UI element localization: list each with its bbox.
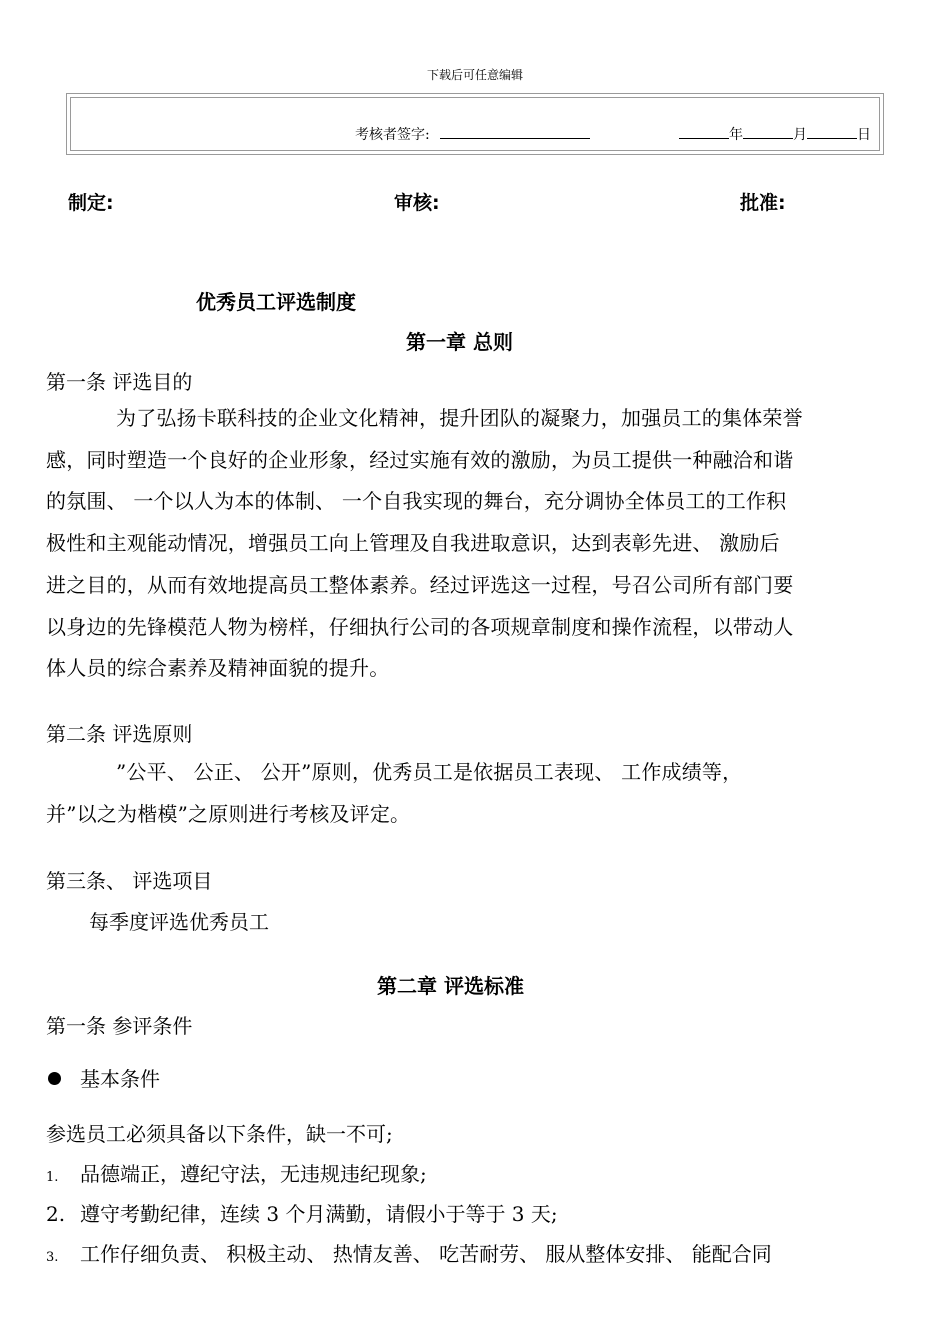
signature-line — [440, 124, 590, 139]
paragraph-line: 并”以之为楷模”之原则进行考核及评定。 — [46, 801, 411, 826]
reviewed-by-label: 审核: — [394, 192, 440, 214]
condition-number: 1. — [46, 1170, 59, 1185]
condition-text: 工作仔细负责、 积极主动、 热情友善、 吃苦耐劳、 服从整体安排、 能配合同 — [80, 1242, 772, 1266]
paragraph-line: 的氛围、 一个以人为本的体制、 一个自我实现的舞台，充分调协全体员工的工作积 — [46, 489, 787, 514]
header-note: 下载后可任意编辑 — [426, 68, 523, 82]
paragraph-line: 进之目的，从而有效地提高员工整体素养。经过评选这一过程，号召公司所有部门要 — [46, 572, 794, 597]
condition-item — [46, 1198, 558, 1227]
date-day-label: 日 — [857, 127, 871, 143]
approved-by-label: 批准: — [740, 192, 786, 214]
paragraph-line: 感，同时塑造一个良好的企业形象，经过实施有效的激励，为员工提供一种融洽和谐 — [46, 447, 794, 472]
article-2-body — [46, 752, 904, 835]
paragraph-line: 以身边的先锋模范人物为榜样，仔细执行公司的各项规章制度和操作流程，以带动人 — [46, 614, 794, 639]
made-by-label: 制定: — [68, 192, 114, 214]
article-3-body: 每季度评选优秀员工 — [89, 910, 269, 934]
article-3-title: 第三条、 评选项目 — [46, 869, 213, 893]
condition-item — [46, 1158, 427, 1187]
condition-text: 品德端正，遵纪守法，无违规违纪现象; — [80, 1162, 427, 1186]
conditions-intro: 参选员工必须具备以下条件，缺一不可; — [46, 1122, 393, 1146]
date-month-label: 月 — [793, 127, 807, 143]
chapter-2-article-1-title: 第一条 参评条件 — [46, 1014, 193, 1038]
signature-label: 考核者签字: — [355, 127, 430, 143]
condition-number: 3. — [46, 1250, 59, 1265]
chapter-1-heading: 第一章 总则 — [406, 330, 513, 354]
chapter-2-heading: 第二章 评选标准 — [377, 974, 524, 998]
document-title: 优秀员工评选制度 — [196, 290, 356, 314]
paragraph-line: 极性和主观能动情况，增强员工向上管理及自我进取意识，达到表彰先进、 激励后 — [46, 531, 780, 556]
date-field — [679, 124, 871, 144]
bullet-label: 基本条件 — [80, 1067, 160, 1091]
article-2-title: 第二条 评选原则 — [46, 722, 193, 746]
condition-text: 遵守考勤纪律，连续 3 个月满勤，请假小于等于 3 天; — [80, 1202, 558, 1226]
date-year-label: 年 — [729, 127, 743, 143]
paragraph-line: 体人员的综合素养及精神面貌的提升。 — [46, 656, 390, 681]
signature-field — [355, 124, 590, 144]
article-1-body — [46, 398, 904, 690]
article-1-title: 第一条 评选目的 — [46, 370, 193, 394]
basic-conditions-bullet — [48, 1063, 160, 1092]
paragraph-line: 为了弘扬卡联科技的企业文化精神，提升团队的凝聚力，加强员工的集体荣誉 — [116, 406, 803, 430]
paragraph-line: ”公平、 公正、 公开”原则，优秀员工是依据员工表现、 工作成绩等， — [116, 760, 743, 784]
bullet-icon — [48, 1072, 61, 1085]
condition-item — [46, 1238, 772, 1267]
condition-number: 2. — [46, 1202, 66, 1226]
